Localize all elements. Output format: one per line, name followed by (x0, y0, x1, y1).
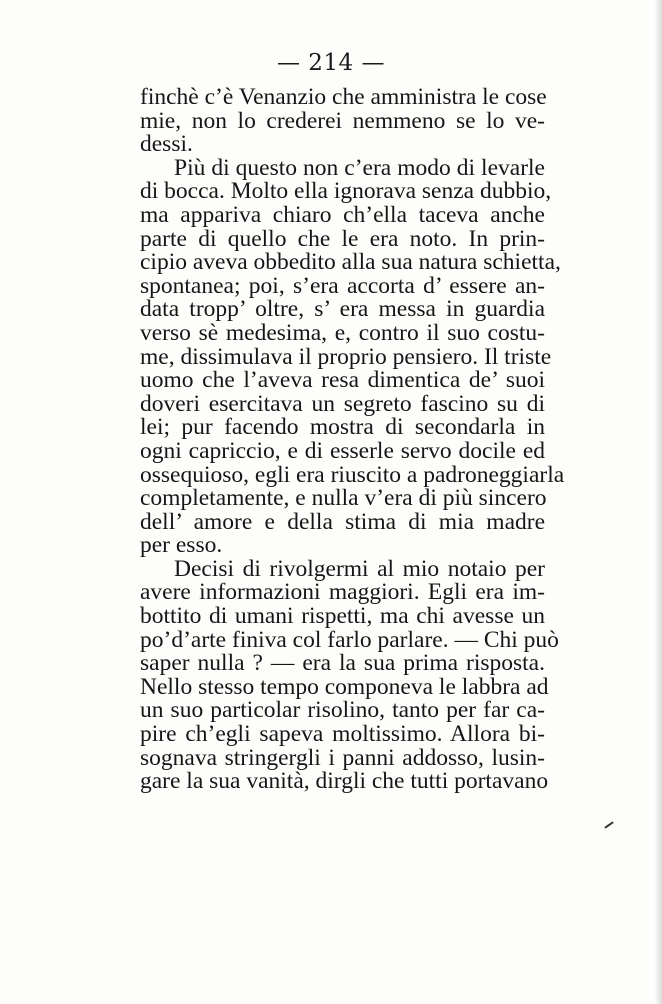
page-number: — 214 — (276, 50, 386, 76)
text-line: uomo che l’aveva resa dimentica de’ suoi (140, 367, 545, 394)
text-line: pire ch’egli sapeva moltissimo. Allora bi- (140, 721, 545, 748)
text-line: mie, non lo crederei nemmeno se lo ve- (140, 107, 545, 134)
text-line: gare la sua vanità, dirgli che tutti portavano (140, 768, 549, 795)
text-line: parte di quello che le era noto. In prin- (140, 225, 545, 252)
text-line: per esso. (140, 532, 223, 559)
text-line: ma appariva chiaro ch’ella taceva anche (140, 201, 545, 228)
text-line: verso sè medesima, e, contro il suo costu- (140, 319, 545, 346)
text-line: po’d’arte finiva col farlo parlare. — Chi può (140, 626, 559, 653)
text-line: ossequioso, egli era riuscito a padroneggiarla (140, 461, 565, 488)
text-line: ogni capriccio, e di esserle servo docile ed (140, 437, 545, 464)
text-line: lei; pur facendo mostra di secondarla in (140, 414, 545, 441)
text-line: un suo particolar risolino, tanto per far ca- (140, 697, 545, 724)
text-line: sognava stringergli i panni addosso, lusin- (140, 744, 545, 771)
text-line: dell’ amore e della stima di mia madre (140, 508, 545, 535)
text-line: dessi. (140, 131, 193, 158)
text-line: Decisi di rivolgermi al mio notaio per (174, 555, 545, 582)
text-line: finchè c’è Venanzio che amministra le cose (140, 84, 547, 110)
text-line: data tropp’ oltre, s’ era messa in guardia (140, 296, 545, 323)
text-line: Più di questo non c’era modo di levarle (174, 154, 545, 181)
page-edge-shadow (654, 0, 662, 1004)
text-line: completamente, e nulla v’era di più sincero (140, 485, 547, 512)
text-line: spontanea; poi, s’era accorta d’ essere an- (140, 272, 545, 299)
text-line: saper nulla ? — era la sua prima risposta. (140, 650, 545, 677)
text-line: me, dissimulava il proprio pensiero. Il triste (140, 343, 552, 370)
text-line: di bocca. Molto ella ignorava senza dubbio, (140, 178, 552, 205)
text-line: avere informazioni maggiori. Egli era im- (140, 579, 545, 606)
text-line: cipio aveva obbedito alla sua natura schietta, (140, 249, 561, 276)
text-line: doveri esercitava un segreto fascino su di (140, 390, 545, 417)
text-line: bottito di umani rispetti, ma chi avesse un (140, 603, 545, 630)
stray-mark (604, 821, 613, 828)
body-text (140, 84, 565, 795)
text-line: Nello stesso tempo componeva le labbra ad (140, 673, 549, 700)
